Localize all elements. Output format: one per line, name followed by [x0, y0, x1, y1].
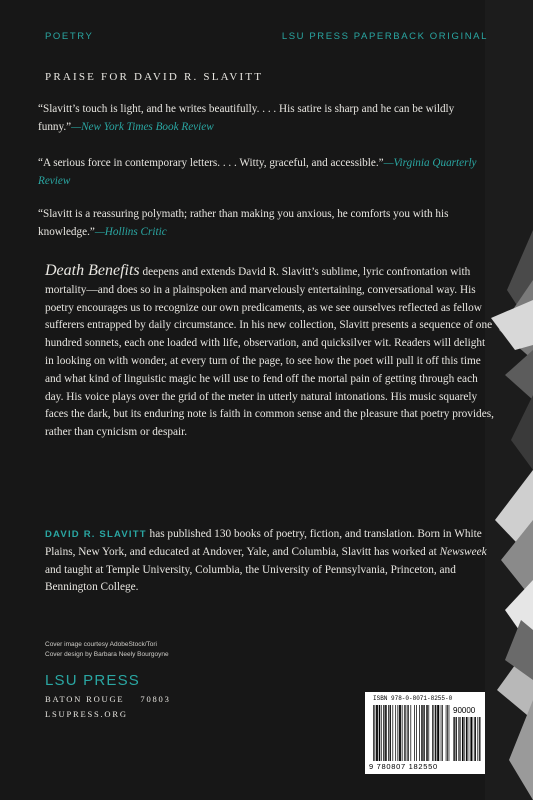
- barcode-bar: [421, 705, 422, 761]
- barcode-bar: [424, 705, 425, 761]
- quote-text: “A serious force in contemporary letters. . . . Witty, graceful, and accessible.”: [38, 157, 384, 169]
- barcode-bar: [479, 717, 480, 761]
- barcode-bar: [459, 717, 460, 761]
- barcode-bar: [466, 717, 467, 761]
- barcode-bar: [432, 705, 433, 761]
- publisher-series-label: LSU PRESS PAPERBACK ORIGINAL: [281, 31, 488, 42]
- barcode-bar: [456, 717, 457, 761]
- cover-credits: [45, 640, 169, 660]
- barcode-bar: [471, 717, 472, 761]
- barcode-bar: [473, 717, 474, 761]
- barcode-bar: [379, 705, 380, 761]
- bio-text: has published 130 books of poetry, fiction, and translation. Born in White Plains, New York, and educated at Andover, Yale, and Columbia, Slavitt has worked at: [45, 528, 482, 558]
- barcode-bar: [404, 705, 405, 761]
- barcode-bar: [428, 705, 429, 761]
- price-code: 90000: [453, 706, 476, 715]
- quote-text: “Slavitt’s touch is light, and he writes beautifully. . . . His satire is sharp and he can be wildly funny.”: [38, 103, 455, 133]
- barcode-bar: [397, 705, 398, 761]
- barcode-bar: [456, 717, 457, 761]
- author-bio: [45, 526, 495, 597]
- barcode-bar: [402, 705, 403, 761]
- barcode-bar: [479, 717, 480, 761]
- barcode-bar: [449, 705, 450, 761]
- barcode-bar: [376, 705, 377, 761]
- barcode-bars: [371, 705, 483, 763]
- barcode-bar: [460, 717, 461, 761]
- barcode-bar: [400, 705, 401, 761]
- barcode-bar: [477, 717, 478, 761]
- book-title: Death Benefits: [45, 262, 140, 279]
- barcode-bar: [463, 717, 464, 761]
- barcode-bar: [475, 717, 476, 761]
- barcode-bar: [388, 705, 389, 761]
- barcode-bar: [438, 705, 439, 761]
- press-zip: 70803: [140, 694, 171, 704]
- barcode-bar: [455, 717, 456, 761]
- quote-source: —New York Times Book Review: [71, 120, 214, 133]
- book-description: [45, 262, 495, 442]
- praise-quote: [38, 101, 496, 136]
- barcode-bar: [441, 705, 442, 761]
- barcode-digits: 9 780807 182550: [369, 762, 438, 771]
- barcode-bar: [454, 717, 455, 761]
- barcode-bar: [433, 705, 434, 761]
- barcode-bar: [423, 705, 424, 761]
- image-credit: Cover image courtesy AdobeStock/Tori: [45, 641, 157, 648]
- barcode-bar: [383, 705, 384, 761]
- barcode-bar: [395, 705, 396, 761]
- barcode-bar: [466, 717, 467, 761]
- description-body: deepens and extends David R. Slavitt’s sublime, lyric confrontation with mortality—and does so in a plainspoken and marvelously entertaining, conversational way. His poetry encourages us to recognize our own predicaments, as we see ourselves reflected as fellow sufferers entrapped by daily circumstance. In his new collection, Slavitt presents a sequence of one hundred sonnets, each one loaded with life, observation, and quicksilver wit. Readers will delight in looking on with wonder, at every turn of the page, to see how the poet will pull it off this time and what kind of linguistic magic he will use to fend off the mortal pain of getting through each day. His voice plays over the grid of the meter in utterly natural intonations. His music squarely faces the dark, but its enduring note is faith in common sense and the pleasure that poetry provides, rather than cynicism or despair.: [45, 266, 494, 439]
- barcode-bar: [422, 705, 423, 761]
- barcode-bar: [390, 705, 391, 761]
- quote-source: —Virginia Quarterly Review: [38, 157, 477, 187]
- barcode-bar: [414, 705, 415, 761]
- barcode-bar: [464, 717, 465, 761]
- barcode-bar: [469, 717, 470, 761]
- barcode-bar: [399, 705, 400, 761]
- barcode-bar: [435, 705, 436, 761]
- design-credit: Cover design by Barbara Neely Bourgoyne: [45, 651, 169, 658]
- barcode-bar: [385, 705, 386, 761]
- press-city: BATON ROUGE: [45, 694, 125, 704]
- barcode: [365, 692, 485, 774]
- barcode-bar: [416, 705, 417, 761]
- barcode-bar: [470, 717, 471, 761]
- press-website: LSUPRESS.ORG: [45, 709, 128, 719]
- barcode-bar: [408, 705, 409, 761]
- bio-magazine: Newsweek: [439, 545, 487, 558]
- barcode-bar: [390, 705, 391, 761]
- praise-heading: PRAISE FOR DAVID R. SLAVITT: [45, 71, 264, 83]
- press-name: LSU PRESS: [45, 672, 140, 689]
- barcode-bar: [463, 717, 464, 761]
- barcode-bar: [462, 717, 463, 761]
- barcode-bar: [373, 705, 374, 761]
- barcode-bar: [405, 705, 406, 761]
- quote-text: “Slavitt is a reassuring polymath; rather than making you anxious, he comforts you with his knowledge.”: [38, 208, 449, 238]
- barcode-bar: [437, 705, 438, 761]
- barcode-bar: [471, 717, 472, 761]
- barcode-bar: [427, 705, 428, 761]
- barcode-bar: [439, 705, 440, 761]
- barcode-bar: [426, 705, 427, 761]
- barcode-bar: [385, 705, 386, 761]
- barcode-bar: [458, 717, 459, 761]
- barcode-bar: [442, 705, 443, 761]
- top-bar: [45, 31, 488, 42]
- author-name: DAVID R. SLAVITT: [45, 529, 147, 540]
- barcode-bar: [410, 705, 411, 761]
- category-label: POETRY: [45, 31, 94, 42]
- barcode-bar: [446, 705, 447, 761]
- barcode-bar: [407, 705, 408, 761]
- barcode-bar: [377, 705, 378, 761]
- barcode-bar: [436, 705, 437, 761]
- barcode-bar: [467, 717, 468, 761]
- barcode-bar: [475, 717, 476, 761]
- barcode-bar: [381, 705, 382, 761]
- barcode-bar: [419, 705, 420, 761]
- barcode-bar: [400, 705, 401, 761]
- barcode-bar: [374, 705, 375, 761]
- quote-source: —Hollins Critic: [94, 225, 167, 238]
- barcode-bar: [453, 717, 454, 761]
- isbn-label: ISBN 978-0-8071-8255-0: [373, 695, 453, 702]
- praise-quote: [38, 206, 496, 241]
- barcode-bar: [480, 717, 481, 761]
- barcode-bar: [392, 705, 393, 761]
- bio-text: and taught at Temple University, Columbia, the University of Pennsylvania, Princeton, and Bennington College.: [45, 563, 456, 594]
- press-address: [45, 694, 171, 704]
- barcode-bar: [377, 705, 378, 761]
- praise-quote: [38, 155, 496, 190]
- barcode-bar: [447, 705, 448, 761]
- barcode-bar: [379, 705, 380, 761]
- barcode-bar: [474, 717, 475, 761]
- barcode-bar: [386, 705, 387, 761]
